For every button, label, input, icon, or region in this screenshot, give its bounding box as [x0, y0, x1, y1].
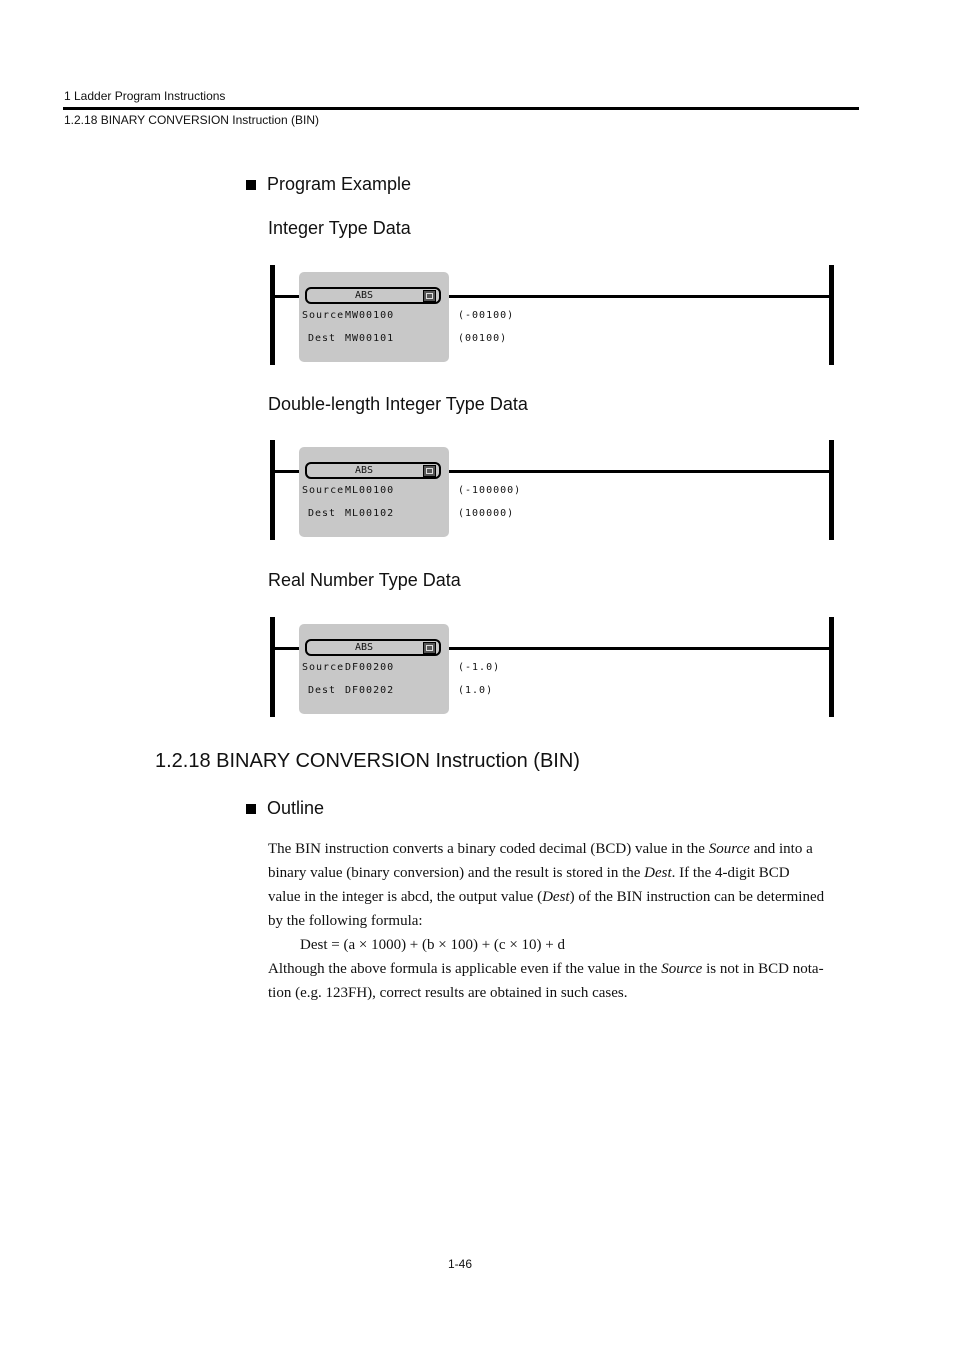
left-power-rail: [270, 440, 275, 540]
outline-label: Outline: [267, 798, 325, 818]
outline-heading: [246, 798, 324, 819]
block-window-icon: [423, 290, 436, 302]
abs-function-block: [299, 272, 449, 362]
dest-register: ML00102: [345, 508, 395, 519]
left-power-rail: [270, 265, 275, 365]
source-label: Source: [302, 485, 345, 496]
source-value: (-100000): [458, 485, 522, 496]
running-header-chapter: 1 Ladder Program Instructions: [64, 89, 226, 103]
section-title: 1.2.18 BINARY CONVERSION Instruction (BIN): [155, 750, 580, 772]
example-title-double-length: Double-length Integer Type Data: [268, 394, 528, 414]
outline-line-7: tion (e.g. 123FH), correct results are obtained in such cases.: [268, 985, 628, 1001]
formula: Dest = (a × 1000) + (b × 100) + (c × 10) + d: [300, 937, 565, 953]
block-name: ABS: [354, 642, 374, 653]
block-name: ABS: [354, 465, 374, 476]
example-title-integer: Integer Type Data: [268, 218, 411, 238]
ladder-diagram-double-length: [268, 440, 836, 542]
block-title-bar: [305, 639, 441, 656]
dest-value: (00100): [458, 333, 508, 344]
source-register: DF00200: [345, 662, 395, 673]
square-bullet-icon: [246, 180, 256, 190]
dest-label: Dest: [308, 508, 337, 519]
abs-function-block: [299, 624, 449, 714]
source-register: MW00100: [345, 310, 395, 321]
dest-register: MW00101: [345, 333, 395, 344]
header-rule: [63, 107, 859, 110]
left-power-rail: [270, 617, 275, 717]
right-power-rail: [829, 265, 834, 365]
outline-paragraph: [268, 837, 860, 1005]
dest-register: DF00202: [345, 685, 395, 696]
outline-line-3: value in the integer is abcd, the output value (Dest) of the BIN instruction can be determined: [268, 889, 825, 905]
outline-line-1: The BIN instruction converts a binary coded decimal (BCD) value in the Source and into a: [268, 841, 813, 857]
block-title-bar: [305, 462, 441, 479]
block-window-icon: [423, 642, 436, 654]
page-number: 1-46: [448, 1257, 473, 1271]
source-value: (-00100): [458, 310, 515, 321]
ladder-diagram-real-number: [268, 617, 836, 719]
dest-value: (100000): [458, 508, 515, 519]
program-example-label: Program Example: [267, 174, 412, 194]
block-window-icon: [423, 465, 436, 477]
dest-value: (1.0): [458, 685, 494, 696]
example-title-real-number: Real Number Type Data: [268, 570, 461, 590]
source-register: ML00100: [345, 485, 395, 496]
square-bullet-icon: [246, 804, 256, 814]
right-power-rail: [829, 617, 834, 717]
abs-function-block: [299, 447, 449, 537]
source-label: Source: [302, 310, 345, 321]
source-label: Source: [302, 662, 345, 673]
right-power-rail: [829, 440, 834, 540]
source-value: (-1.0): [458, 662, 501, 673]
outline-line-2: binary value (binary conversion) and the result is stored in the Dest. If the 4-digit BCD: [268, 865, 790, 881]
block-name: ABS: [354, 290, 374, 301]
outline-line-6: Although the above formula is applicable even if the value in the Source is not in BCD nota-: [268, 961, 824, 977]
ladder-diagram-integer: [268, 265, 836, 367]
running-header-section: 1.2.18 BINARY CONVERSION Instruction (BIN): [64, 113, 319, 127]
dest-label: Dest: [308, 685, 337, 696]
block-title-bar: [305, 287, 441, 304]
dest-label: Dest: [308, 333, 337, 344]
outline-line-4: by the following formula:: [268, 913, 423, 929]
program-example-heading: [246, 174, 411, 195]
